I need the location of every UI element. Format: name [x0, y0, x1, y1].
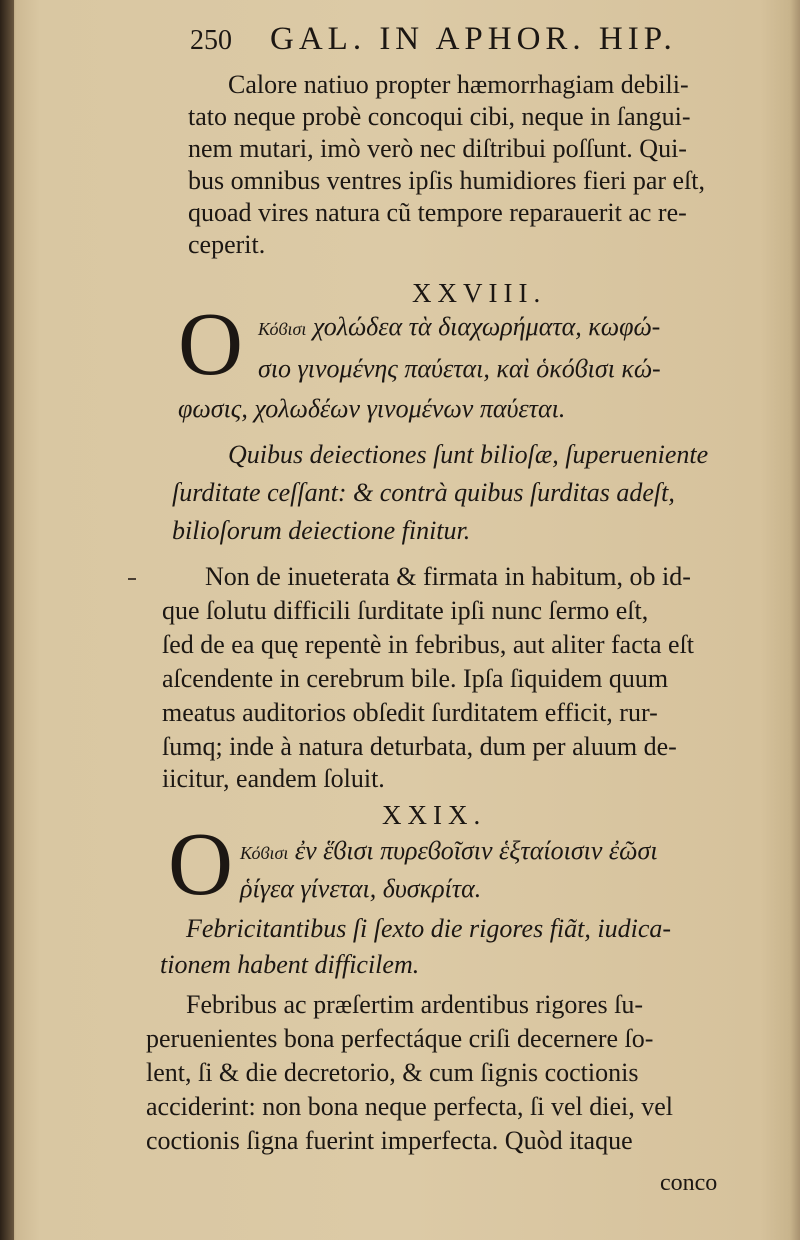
commentary-line: que ſolutu difficili ſurditate ipſi nunc ſermo eſt, [162, 596, 649, 625]
running-title: GAL. IN APHOR. HIP. [270, 21, 677, 57]
latin-translation-line: tionem habent difficilem. [160, 950, 420, 979]
catchword: conco [660, 1170, 718, 1196]
greek-line: ῥίγεα γίνεται, δυσκρίτα. [240, 874, 482, 903]
binding-gutter [0, 0, 14, 1240]
commentary-line: meatus auditorios obſedit ſurditatem efficit, rur- [162, 698, 658, 727]
greek-line [240, 836, 658, 868]
greek-line: σιο γινομένης παύεται, καὶ ὁκόϐισι κώ- [258, 354, 661, 383]
latin-translation-line: bilioſorum deiectione finitur. [172, 516, 471, 545]
greek-prefix: Κόϐισι [258, 319, 307, 339]
greek-text: χολώδεα τὰ διαχωρήματα, κωφώ- [312, 312, 661, 341]
commentary-line: ceperit. [188, 230, 266, 259]
latin-translation-line: Febricitantibus ſi ſexto die rigores fiãt, iudica- [186, 914, 672, 943]
greek-text: ἐν ἕϐισι πυρεϐοῖσιν ἑξταίοισιν ἐῶσι [294, 836, 658, 865]
commentary-line: ſumq; inde à natura deturbata, dum per aluum de- [162, 732, 677, 761]
greek-line: φωσις, χολωδέων γινομένων παύεται. [178, 394, 566, 423]
page-number: 250 [190, 25, 232, 56]
commentary-line: ſed de ea quę repentè in febribus, aut aliter facta eſt [162, 630, 695, 659]
latin-translation-line: ſurditate ceſſant: & contrà quibus ſurditas adeſt, [172, 478, 675, 507]
drop-cap: O [178, 295, 243, 394]
commentary-line: iicitur, eandem ſoluit. [162, 764, 385, 793]
commentary-line: peruenientes bona perfectáque criſi decernere ſo- [146, 1024, 654, 1053]
commentary-line: tato neque probè concoqui cibi, neque in ſangui- [188, 102, 691, 131]
commentary-line: quoad vires natura cũ tempore reparauerit ac re- [188, 198, 687, 227]
latin-translation-line: Quibus deiectiones ſunt bilioſæ, ſuperueniente [228, 440, 709, 469]
commentary-line: nem mutari, imò verò nec diſtribui poſſunt. Qui- [188, 134, 687, 163]
commentary-line: aſcendente in cerebrum bile. Ipſa ſiquidem quum [162, 664, 669, 693]
commentary-line: bus omnibus ventres ipſis humidiores fieri par eſt, [188, 166, 706, 195]
commentary-line: coctionis ſigna fuerint imperfecta. Quòd itaque [146, 1126, 633, 1155]
commentary-line: acciderint: non bona neque perfecta, ſi vel diei, vel [146, 1092, 673, 1121]
greek-prefix: Κόϐισι [240, 843, 289, 863]
commentary-line: lent, ſi & die decretorio, & cum ſignis coctionis [146, 1058, 639, 1087]
aphorism-number: XXIX. [382, 800, 487, 830]
commentary-line: Non de inueterata & firmata in habitum, ob id- [205, 562, 691, 591]
commentary-line: Febribus ac præſertim ardentibus rigores ſu- [186, 990, 644, 1019]
drop-cap: O [168, 815, 233, 914]
margin-mark [128, 578, 136, 580]
aphorism-number: XXVIII. [412, 278, 547, 308]
greek-line [258, 312, 660, 344]
commentary-line: Calore natiuo propter hæmorrhagiam debili- [228, 70, 689, 99]
